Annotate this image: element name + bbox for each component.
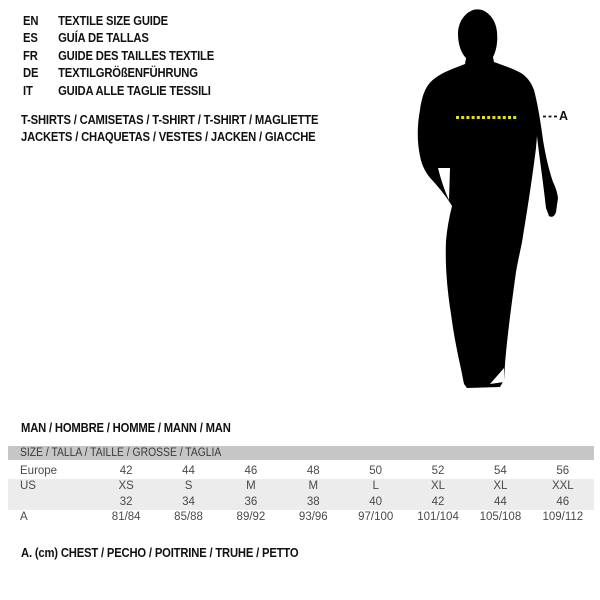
- table-cell: M: [308, 480, 319, 493]
- size-table: [8, 446, 594, 525]
- language-title: GUÍA DE TALLAS: [58, 31, 149, 46]
- language-row-en: [23, 13, 214, 30]
- man-silhouette-svg: [403, 0, 580, 395]
- table-cell: 109/112: [542, 511, 584, 524]
- man-silhouette-shape: [418, 9, 558, 388]
- table-cell: 85/88: [174, 511, 203, 524]
- section-title-man: MAN / HOMBRE / HOMME / MANN / MAN: [21, 421, 231, 435]
- row-label: Europe: [20, 464, 58, 477]
- table-row-a-chest: [8, 510, 594, 526]
- table-cell: S: [184, 480, 193, 493]
- size-table-header-label: SIZE / TALLA / TAILLE / GRÖSSE / TAGLIA: [20, 447, 222, 459]
- size-table-header: [8, 446, 594, 460]
- language-title: TEXTILGRÖßENFÜHRUNG: [58, 66, 198, 81]
- table-row-europe: [8, 463, 594, 479]
- category-line-tshirts: T-SHIRTS / CAMISETAS / T-SHIRT / T-SHIRT / MAGLIETTE: [21, 113, 319, 127]
- table-cell: 44: [182, 464, 195, 477]
- table-cell: M: [246, 480, 256, 493]
- table-cell: 40: [369, 495, 383, 508]
- language-title: GUIDA ALLE TAGLIE TESSILI: [58, 83, 211, 98]
- garment-categories: [21, 112, 351, 146]
- table-cell: 56: [556, 464, 570, 477]
- table-cell: XS: [118, 480, 134, 493]
- table-cell: 89/92: [236, 511, 266, 524]
- table-cell: 97/100: [358, 511, 394, 524]
- table-cell: 32: [119, 495, 133, 508]
- table-cell: 93/96: [298, 511, 328, 524]
- language-code: FR: [23, 48, 38, 63]
- language-row-it: [23, 83, 214, 100]
- row-label: US: [20, 480, 36, 493]
- man-silhouette-figure: [403, 0, 580, 395]
- table-cell: 42: [431, 495, 445, 508]
- table-cell: 46: [556, 495, 570, 508]
- language-row-fr: [23, 48, 214, 65]
- table-cell: XXL: [551, 480, 574, 493]
- measure-label-a: A: [559, 109, 569, 123]
- language-code: ES: [23, 31, 38, 46]
- language-title: TEXTILE SIZE GUIDE: [58, 14, 168, 28]
- table-cell: 81/84: [111, 511, 141, 524]
- table-cell: 50: [369, 464, 383, 477]
- language-code: EN: [23, 14, 39, 28]
- table-cell: 105/108: [479, 511, 522, 524]
- table-cell: 54: [494, 464, 507, 477]
- table-cell: 38: [306, 495, 320, 508]
- table-cell: 101/104: [417, 511, 459, 524]
- table-cell: 44: [494, 495, 507, 508]
- table-cell: 52: [431, 464, 445, 477]
- language-row-de: [23, 65, 214, 82]
- language-code: DE: [23, 66, 39, 81]
- table-cell: XL: [493, 480, 508, 493]
- language-guide: [23, 13, 235, 100]
- language-row-es: [23, 30, 214, 47]
- category-line-jackets: JACKETS / CHAQUETAS / VESTES / JACKEN / GIACCHE: [21, 130, 316, 145]
- table-row-us: [8, 479, 594, 495]
- table-cell: 42: [119, 464, 133, 477]
- language-title: GUIDE DES TAILLES TEXTILE: [58, 48, 215, 63]
- language-code: IT: [23, 83, 33, 98]
- row-label: A: [20, 511, 28, 524]
- table-cell: XL: [431, 480, 446, 493]
- table-cell: 36: [244, 495, 258, 508]
- table-cell: 34: [182, 495, 195, 508]
- table-cell: 46: [244, 464, 258, 477]
- table-cell: L: [372, 480, 379, 493]
- table-cell: 48: [306, 464, 320, 477]
- table-row-uk: [8, 494, 594, 510]
- footnote-chest: A. (cm) CHEST / PECHO / POITRINE / TRUHE / PETTO: [21, 546, 299, 560]
